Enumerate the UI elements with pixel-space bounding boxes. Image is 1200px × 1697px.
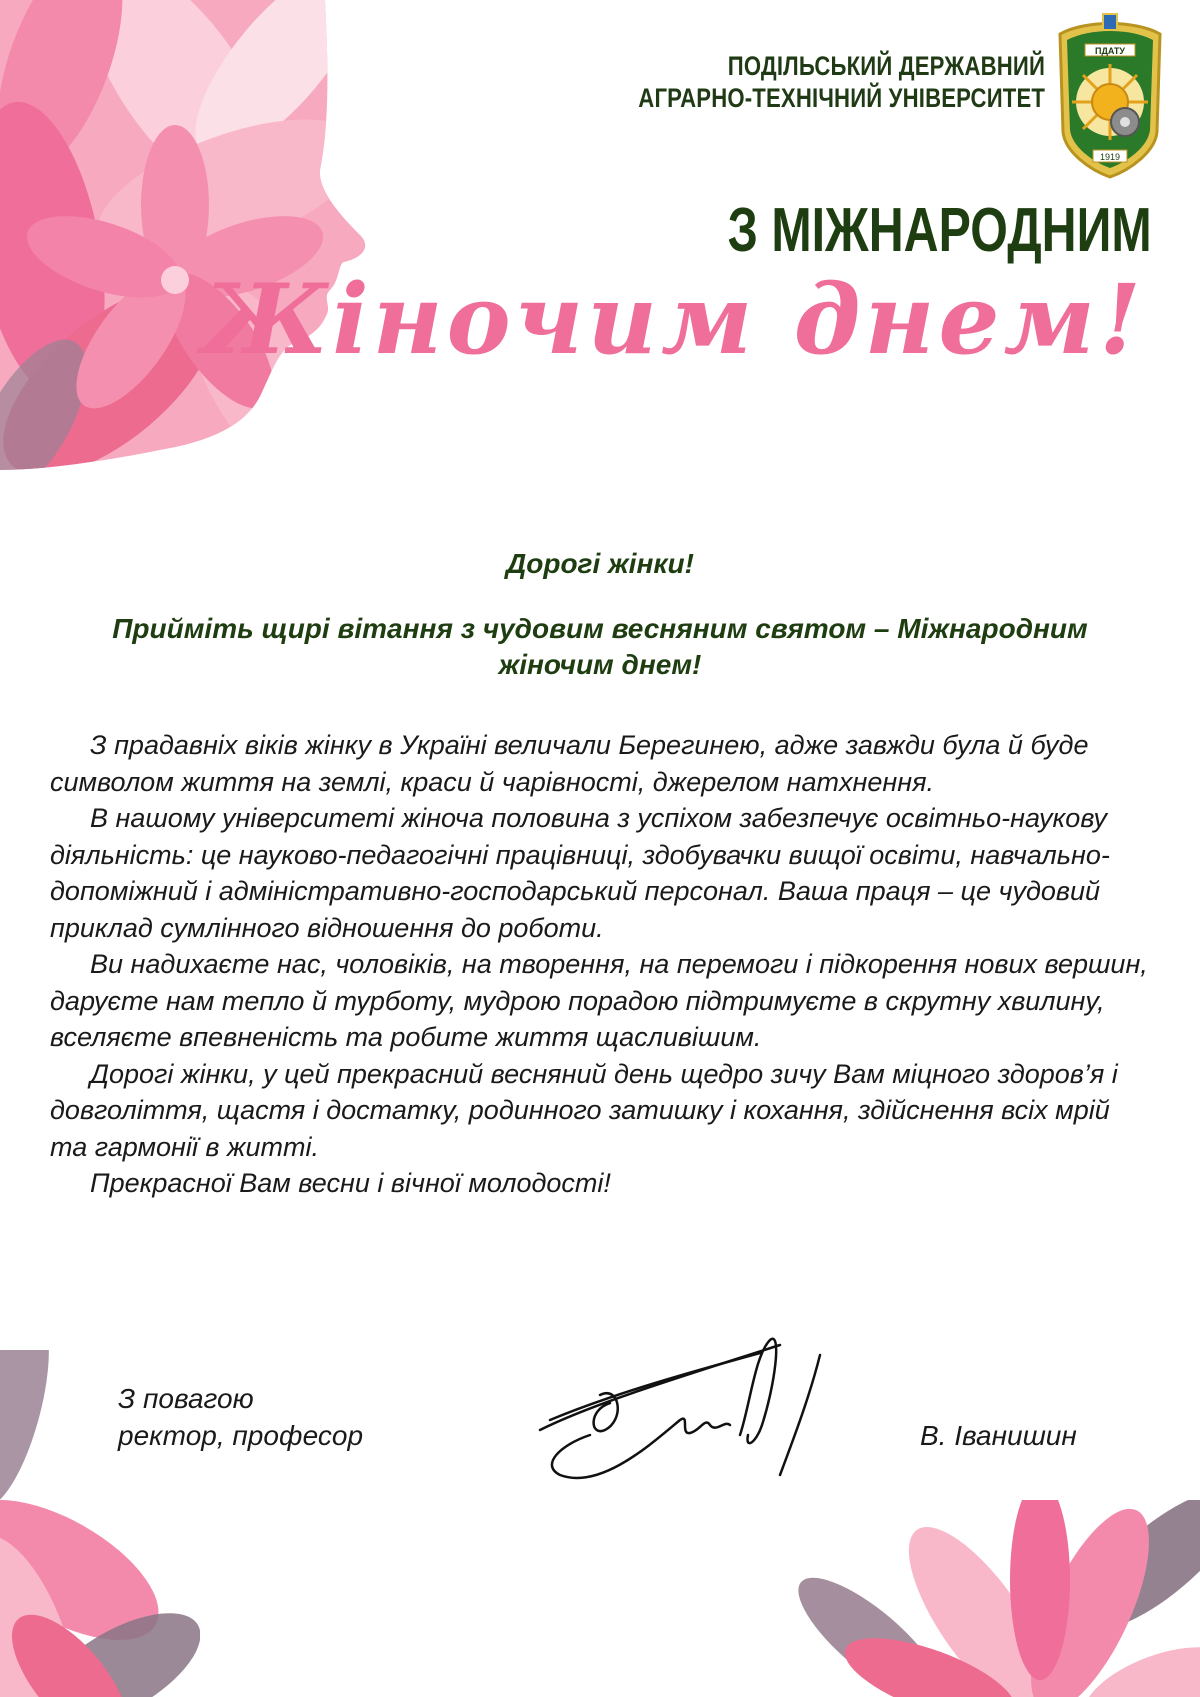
university-name (638, 50, 1045, 114)
signoff-block (118, 1380, 363, 1454)
headline-title: З МІЖНАРОДНИМ (727, 196, 1152, 265)
headline-script: Жіночим днем! (202, 263, 1145, 376)
letter-greeting: Дорогі жінки! (506, 548, 694, 579)
signoff-position: ректор, професор (118, 1420, 364, 1451)
letter-lead: Прийміть щирі вітання з чудовим весняним святом – Міжнародним жіночим днем! (112, 613, 1088, 680)
flower-silhouette-icon (0, 0, 380, 470)
crest-abbr: ПДАТУ (1094, 46, 1126, 56)
university-name-line2: АГРАРНО-ТЕХНІЧНИЙ УНІВЕРСИТЕТ (638, 83, 1045, 113)
letter-paragraph: Прекрасної Вам весни і вічної молодості! (90, 1168, 611, 1198)
letter-body (50, 545, 1150, 1202)
letter-paragraph: Ви надихаєте нас, чоловіків, на творення, на перемоги і підкорення нових вершин, даруєте нам тепло й турботу, мудрою порадою підтримуєте в скрутну хвилину, вселяєте впевненість та робите життя щасливішим. (50, 949, 1148, 1052)
signoff-regards: З повагою (118, 1383, 254, 1414)
letter-paragraph: Дорогі жінки, у цей прекрасний весняний день щедро зичу Вам міцного здоров’я і довголіття, щастя і достатку, родинного затишку і кохання, здійснення всіх мрій та гармонії в житті. (50, 1058, 1118, 1162)
crest-icon (1045, 12, 1175, 180)
signature-icon (530, 1325, 850, 1495)
bottom-right-flower-icon (780, 1500, 1200, 1697)
signoff-name: В. Іванишин (920, 1420, 1077, 1451)
letter-paragraph: В нашому університеті жіноча половина з успіхом забезпечує освітньо-наукову діяльність: це науково-педагогічні працівниці, здобувачки вищої освіти, навчально-допоміжний і адміністративно-господарський персонал. Ваша праця – це чудовий приклад сумлінного відношення до роботи. (50, 803, 1110, 943)
crest-year: 1919 (1099, 152, 1121, 162)
letter-paragraphs (50, 727, 1150, 1202)
university-name-line1: ПОДІЛЬСЬКИЙ ДЕРЖАВНИЙ (727, 51, 1045, 81)
letter-paragraph: З прадавніх віків жінку в Україні величали Берегинею, адже завжди була й буде символом життя на землі, краси й чарівності, джерелом натхнення. (50, 730, 1089, 797)
